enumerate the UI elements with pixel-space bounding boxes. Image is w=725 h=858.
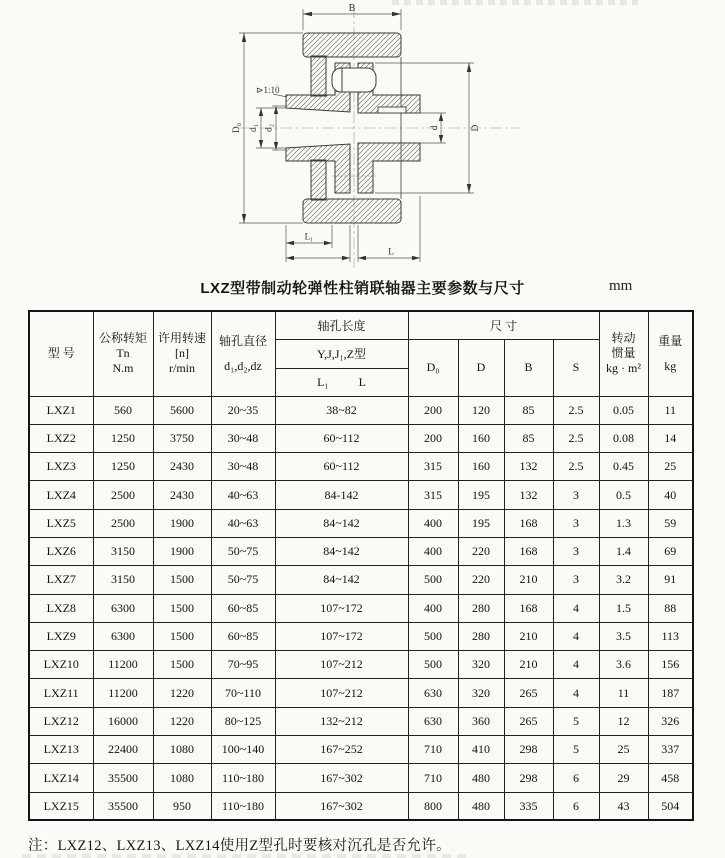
header-length-L1-L: [275, 368, 408, 396]
model-cell: LXZ6: [29, 537, 93, 565]
table-cell: 1500: [153, 594, 211, 622]
header-bore-line2: d₁,d₂,dz: [224, 358, 262, 373]
table-cell: 110~180: [211, 792, 275, 820]
table-cell: 11200: [93, 679, 153, 707]
header-torque-line2: N.m: [112, 361, 134, 376]
table-cell: 4: [553, 622, 599, 650]
table-body: [29, 396, 693, 820]
table-cell: 3150: [93, 537, 153, 565]
table-cell: 1500: [153, 651, 211, 679]
header-size-group: 尺 寸: [408, 311, 599, 339]
table-cell: 59: [648, 509, 693, 537]
table-cell: 14: [648, 424, 693, 452]
table-cell: 630: [408, 679, 458, 707]
table-cell: 69: [648, 537, 693, 565]
table-cell: 6: [553, 764, 599, 792]
table-cell: 88: [648, 594, 693, 622]
table-cell: 1250: [93, 424, 153, 452]
table-row: [29, 396, 693, 424]
table-cell: 91: [648, 566, 693, 594]
table-cell: 5600: [153, 396, 211, 424]
dim-label-D: D: [471, 124, 481, 132]
table-cell: 210: [504, 566, 553, 594]
table-cell: 120: [458, 396, 504, 424]
table-cell: 480: [458, 792, 504, 820]
table-cell: 1900: [153, 537, 211, 565]
table-cell: 85: [504, 396, 553, 424]
table-cell: 500: [408, 622, 458, 650]
table-cell: 337: [648, 736, 693, 764]
table-cell: 156: [648, 651, 693, 679]
table-cell: 280: [458, 594, 504, 622]
table-cell: 458: [648, 764, 693, 792]
header-weight-line1: 重量: [658, 333, 683, 348]
header-inertia-line2: 惯量: [611, 346, 636, 361]
table-cell: 2430: [153, 481, 211, 509]
table-cell: 480: [458, 764, 504, 792]
coupling-section-drawing: [228, 0, 528, 280]
table-cell: 160: [458, 453, 504, 481]
model-cell: LXZ15: [29, 792, 93, 820]
table-cell: 504: [648, 792, 693, 820]
dim-label-B: B: [348, 3, 356, 14]
table-cell: 60~112: [275, 453, 408, 481]
header-speed: [153, 311, 211, 396]
table-cell: 38~82: [275, 396, 408, 424]
header-speed-line1: 许用转速: [157, 331, 206, 346]
table-cell: 3750: [153, 424, 211, 452]
table-cell: 40: [648, 481, 693, 509]
table-cell: 500: [408, 566, 458, 594]
table-cell: 25: [599, 736, 648, 764]
table-cell: 25: [648, 453, 693, 481]
table-cell: 0.05: [599, 396, 648, 424]
table-cell: 113: [648, 622, 693, 650]
table-cell: 85: [504, 424, 553, 452]
table-cell: 84~142: [275, 566, 408, 594]
table-cell: 1500: [153, 622, 211, 650]
parameters-table: [28, 310, 694, 821]
header-bore-line1: 轴孔直径: [218, 333, 267, 348]
table-cell: 187: [648, 679, 693, 707]
table-cell: 3: [553, 509, 599, 537]
table-cell: 1080: [153, 736, 211, 764]
table-cell: 168: [504, 537, 553, 565]
header-inertia-line3: kg · m²: [606, 361, 641, 376]
unit-label: mm: [609, 278, 633, 294]
table-cell: 710: [408, 764, 458, 792]
table-cell: 167~302: [275, 764, 408, 792]
table-cell: 0.5: [599, 481, 648, 509]
model-cell: LXZ13: [29, 736, 93, 764]
table-cell: 298: [504, 764, 553, 792]
table-cell: 3.5: [599, 622, 648, 650]
dim-label-L: L: [388, 247, 394, 258]
table-cell: 195: [458, 509, 504, 537]
model-cell: LXZ12: [29, 707, 93, 735]
table-cell: 2.5: [553, 453, 599, 481]
table-cell: 800: [408, 792, 458, 820]
table-cell: 132~212: [275, 707, 408, 735]
table-cell: 220: [458, 537, 504, 565]
table-row: [29, 792, 693, 820]
table-row: [29, 453, 693, 481]
table-cell: 298: [504, 736, 553, 764]
header-size-D0: D₀: [408, 339, 458, 396]
table-cell: 315: [408, 481, 458, 509]
table-cell: 11: [648, 396, 693, 424]
table-cell: 84~142: [275, 509, 408, 537]
header-speed-line3: r/min: [169, 361, 195, 376]
header-model-label: 型 号: [47, 346, 75, 361]
table-cell: 22400: [93, 736, 153, 764]
table-cell: 11: [599, 679, 648, 707]
table-row: [29, 509, 693, 537]
table-cell: 6300: [93, 622, 153, 650]
dim-label-d2: d₂: [264, 123, 275, 133]
table-cell: 2.5: [553, 424, 599, 452]
table-cell: 400: [408, 509, 458, 537]
table-cell: 100~140: [211, 736, 275, 764]
table-cell: 265: [504, 679, 553, 707]
table-cell: 5: [553, 707, 599, 735]
table-cell: 360: [458, 707, 504, 735]
table-cell: 2430: [153, 453, 211, 481]
table-cell: 200: [408, 396, 458, 424]
table-cell: 1.4: [599, 537, 648, 565]
table-cell: 710: [408, 736, 458, 764]
table-cell: 168: [504, 594, 553, 622]
table-cell: 1500: [153, 566, 211, 594]
table-cell: 1080: [153, 764, 211, 792]
table-cell: 280: [458, 622, 504, 650]
table-cell: 400: [408, 537, 458, 565]
table-cell: 950: [153, 792, 211, 820]
header-size-S: S: [553, 339, 599, 396]
header-length-types: Y,J,J₁,Z型: [275, 339, 408, 368]
table-cell: 1.5: [599, 594, 648, 622]
table-row: [29, 736, 693, 764]
table-cell: 410: [458, 736, 504, 764]
model-cell: LXZ2: [29, 424, 93, 452]
table-cell: 1250: [93, 453, 153, 481]
table-cell: 30~48: [211, 424, 275, 452]
header-size-B: B: [504, 339, 553, 396]
table-cell: 12: [599, 707, 648, 735]
table-cell: 20~35: [211, 396, 275, 424]
table-cell: 60~85: [211, 594, 275, 622]
header-length-group: 轴孔长度: [275, 311, 408, 339]
header-weight: [648, 311, 693, 396]
table-cell: 210: [504, 651, 553, 679]
table-cell: 335: [504, 792, 553, 820]
table-cell: 50~75: [211, 566, 275, 594]
table-cell: 60~85: [211, 622, 275, 650]
table-cell: 320: [458, 651, 504, 679]
cropped-text-remnant-bottom: [22, 854, 472, 858]
header-inertia: [599, 311, 648, 396]
table-cell: 70~95: [211, 651, 275, 679]
table-cell: 43: [599, 792, 648, 820]
table-row: [29, 764, 693, 792]
table-cell: 160: [458, 424, 504, 452]
table-cell: 3.6: [599, 651, 648, 679]
table-cell: 6300: [93, 594, 153, 622]
table-cell: 2500: [93, 481, 153, 509]
table-cell: 2.5: [553, 396, 599, 424]
table-cell: 40~63: [211, 509, 275, 537]
model-cell: LXZ10: [29, 651, 93, 679]
table-cell: 107~212: [275, 651, 408, 679]
table-cell: 107~172: [275, 594, 408, 622]
table-cell: 3: [553, 566, 599, 594]
model-cell: LXZ11: [29, 679, 93, 707]
dim-label-L1: L₁: [304, 231, 314, 242]
table-cell: 200: [408, 424, 458, 452]
table-row: [29, 594, 693, 622]
table-cell: 132: [504, 481, 553, 509]
table-cell: 3.2: [599, 566, 648, 594]
dim-label-taper: ⊳1:10: [256, 85, 280, 95]
table-row: [29, 566, 693, 594]
table-cell: 84-142: [275, 481, 408, 509]
table-cell: 195: [458, 481, 504, 509]
table-cell: 0.08: [599, 424, 648, 452]
header-speed-line2: [n]: [175, 346, 189, 361]
dim-label-D0: D₀: [232, 122, 242, 134]
keyway: [378, 107, 406, 113]
model-cell: LXZ4: [29, 481, 93, 509]
table-row: [29, 537, 693, 565]
footnote: 注：LXZ12、LXZ13、LXZ14使用Z型孔时要核对沉孔是否允许。: [28, 838, 451, 854]
table-cell: 132: [504, 453, 553, 481]
table-cell: 2500: [93, 509, 153, 537]
table-cell: 167~252: [275, 736, 408, 764]
table-cell: 500: [408, 651, 458, 679]
table-row: [29, 679, 693, 707]
table-cell: 320: [458, 679, 504, 707]
header-torque-line1: 公称转矩Tn: [98, 331, 147, 361]
table-row: [29, 651, 693, 679]
model-cell: LXZ9: [29, 622, 93, 650]
table-cell: 80~125: [211, 707, 275, 735]
table-cell: 220: [458, 566, 504, 594]
model-cell: LXZ1: [29, 396, 93, 424]
table-cell: 4: [553, 679, 599, 707]
table-row: [29, 622, 693, 650]
table-cell: 3: [553, 481, 599, 509]
header-model: [29, 311, 93, 396]
table-cell: 315: [408, 453, 458, 481]
table-cell: 167~302: [275, 792, 408, 820]
table-cell: 84~142: [275, 537, 408, 565]
table-cell: 60~112: [275, 424, 408, 452]
table-cell: 4: [553, 594, 599, 622]
model-cell: LXZ8: [29, 594, 93, 622]
table-cell: 110~180: [211, 764, 275, 792]
table-cell: 107~172: [275, 622, 408, 650]
table-cell: 4: [553, 651, 599, 679]
header-length-L: L: [358, 374, 366, 389]
table-cell: 29: [599, 764, 648, 792]
table-cell: 1220: [153, 707, 211, 735]
table-cell: 40~63: [211, 481, 275, 509]
model-cell: LXZ7: [29, 566, 93, 594]
table-cell: 630: [408, 707, 458, 735]
table-cell: 0.45: [599, 453, 648, 481]
table-cell: 70~110: [211, 679, 275, 707]
header-weight-line2: kg: [664, 358, 677, 373]
table-cell: 1220: [153, 679, 211, 707]
table-cell: 3150: [93, 566, 153, 594]
header-length-L1: L₁: [317, 374, 329, 389]
header-torque: [93, 311, 153, 396]
table-cell: 265: [504, 707, 553, 735]
table-cell: 35500: [93, 792, 153, 820]
dim-label-d: d: [430, 125, 440, 131]
table-cell: 6: [553, 792, 599, 820]
header-bore: [211, 311, 275, 396]
table-cell: 1900: [153, 509, 211, 537]
table-cell: 35500: [93, 764, 153, 792]
table-row: [29, 424, 693, 452]
table-cell: 560: [93, 396, 153, 424]
table-cell: 16000: [93, 707, 153, 735]
model-cell: LXZ3: [29, 453, 93, 481]
table-cell: 1.3: [599, 509, 648, 537]
table-cell: 210: [504, 622, 553, 650]
table-cell: 168: [504, 509, 553, 537]
table-title: LXZ型带制动轮弹性柱销联轴器主要参数与尺寸: [200, 280, 525, 297]
table-row: [29, 707, 693, 735]
header-inertia-line1: 转动: [611, 331, 636, 346]
model-cell: LXZ14: [29, 764, 93, 792]
table-cell: 5: [553, 736, 599, 764]
table-cell: 11200: [93, 651, 153, 679]
elastic-pin: [332, 68, 376, 92]
table-cell: 326: [648, 707, 693, 735]
dim-label-d1: d₁: [249, 123, 259, 133]
model-cell: LXZ5: [29, 509, 93, 537]
table-cell: 400: [408, 594, 458, 622]
table-cell: 50~75: [211, 537, 275, 565]
table-cell: 107~212: [275, 679, 408, 707]
table-cell: 3: [553, 537, 599, 565]
table-row: [29, 481, 693, 509]
table-cell: 30~48: [211, 453, 275, 481]
header-size-D: D: [458, 339, 504, 396]
